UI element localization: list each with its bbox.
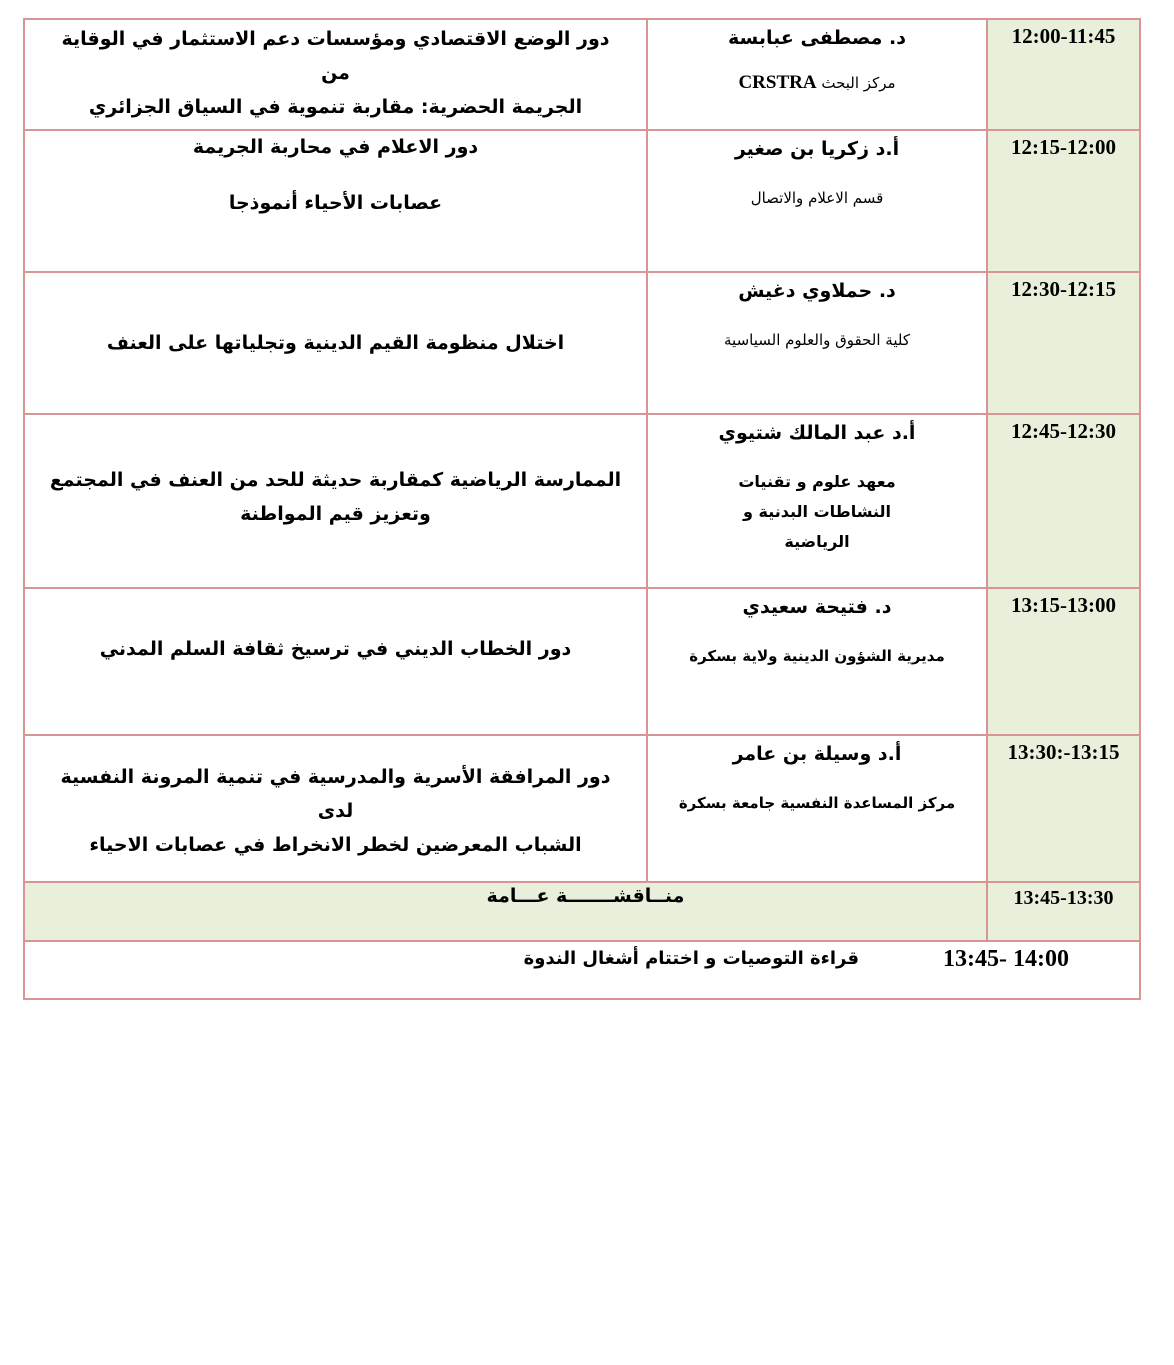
time-slot: 13:30:-13:15 bbox=[987, 735, 1140, 882]
closing-row bbox=[24, 941, 1140, 999]
speaker-cell bbox=[647, 272, 987, 414]
discussion-cell bbox=[24, 882, 987, 941]
closing-time: 13:45- 14:00 bbox=[943, 946, 1069, 972]
program-row bbox=[24, 414, 1140, 588]
time-slot: 13:45-13:30 bbox=[987, 882, 1140, 941]
speaker-name: أ.د وسيلة بن عامر bbox=[732, 743, 902, 765]
speaker-cell bbox=[647, 19, 987, 130]
speaker-cell bbox=[647, 130, 987, 272]
time-slot: 12:45-12:30 bbox=[987, 414, 1140, 588]
talk-title bbox=[24, 19, 647, 130]
affiliation-line: الرياضية bbox=[784, 532, 850, 551]
title-line: دور المرافقة الأسرية والمدرسية في تنمية المرونة النفسية لدى bbox=[60, 766, 611, 822]
time-slot: 12:15-12:00 bbox=[987, 130, 1140, 272]
affiliation-line: معهد علوم و تقنيات bbox=[738, 472, 896, 491]
speaker-affiliation: مركز المساعدة النفسية جامعة بسكرة bbox=[678, 794, 956, 812]
speaker-cell bbox=[647, 735, 987, 882]
talk-title bbox=[24, 130, 647, 272]
talk-title bbox=[24, 272, 647, 414]
discussion-row bbox=[24, 882, 1140, 941]
speaker-name: أ.د عبد المالك شتيوي bbox=[718, 422, 916, 444]
speaker-cell bbox=[647, 414, 987, 588]
program-table bbox=[23, 18, 1141, 1000]
program-row bbox=[24, 272, 1140, 414]
program-row bbox=[24, 19, 1140, 130]
time-slot: 12:30-12:15 bbox=[987, 272, 1140, 414]
speaker-affiliation: مديرية الشؤون الدينية ولاية بسكرة bbox=[689, 647, 945, 665]
speaker-affiliation: كلية الحقوق والعلوم السياسية bbox=[724, 331, 910, 349]
speaker-affiliation bbox=[648, 467, 986, 557]
program-row bbox=[24, 735, 1140, 882]
title-line: اختلال منظومة القيم الدينية وتجلياتها على العنف bbox=[106, 332, 565, 354]
title-line: الشباب المعرضين لخطر الانخراط في عصابات الاحياء bbox=[89, 834, 582, 856]
title-line: وتعزيز قيم المواطنة bbox=[240, 503, 431, 525]
closing-cell bbox=[24, 941, 1140, 999]
program-row bbox=[24, 588, 1140, 735]
time-slot: 13:15-13:00 bbox=[987, 588, 1140, 735]
speaker-name: د. فتيحة سعيدي bbox=[742, 596, 892, 618]
affiliation-line: النشاطات البدنية و bbox=[742, 502, 892, 521]
time-slot: 12:00-11:45 bbox=[987, 19, 1140, 130]
talk-title bbox=[24, 735, 647, 882]
discussion-label: منــاقشـــــــة عـــامة bbox=[486, 885, 685, 907]
title-line: عصابات الأحياء أنموذجا bbox=[228, 192, 443, 214]
title-line: دور الوضع الاقتصادي ومؤسسات دعم الاستثمار في الوقاية من bbox=[61, 28, 610, 84]
talk-title bbox=[24, 414, 647, 588]
affiliation-ar: مركز البحث bbox=[821, 74, 896, 92]
closing-label: قراءة التوصيات و اختتام أشغال الندوة bbox=[523, 948, 859, 969]
speaker-affiliation: قسم الاعلام والاتصال bbox=[750, 189, 884, 207]
speaker-name: أ.د زكريا بن صغير bbox=[734, 138, 900, 160]
affiliation-en: CRSTRA bbox=[738, 72, 817, 93]
speaker-name: د. حملاوي دغيش bbox=[738, 280, 896, 302]
talk-title bbox=[24, 588, 647, 735]
speaker-name: د. مصطفى عبابسة bbox=[728, 27, 906, 49]
title-line: الممارسة الرياضية كمقاربة حديثة للحد من العنف في المجتمع bbox=[49, 469, 622, 491]
title-line: دور الاعلام في محاربة الجريمة bbox=[192, 136, 479, 158]
speaker-affiliation bbox=[648, 72, 986, 94]
program-row bbox=[24, 130, 1140, 272]
title-line: دور الخطاب الديني في ترسيخ ثقافة السلم المدني bbox=[99, 637, 572, 660]
speaker-cell bbox=[647, 588, 987, 735]
title-line: الجريمة الحضرية: مقاربة تنموية في السياق الجزائري bbox=[88, 96, 583, 118]
